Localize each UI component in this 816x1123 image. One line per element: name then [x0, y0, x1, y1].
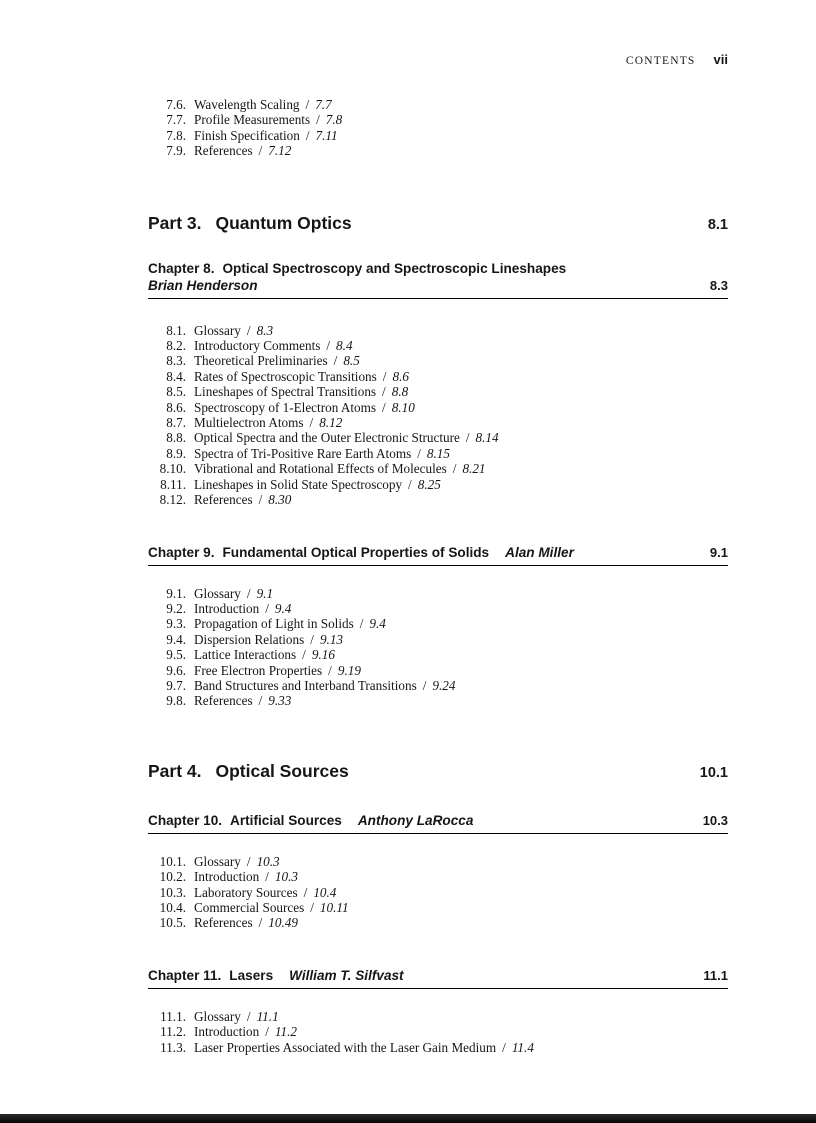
chapter-label: Chapter 10. [148, 812, 223, 828]
entry-separator: / [417, 445, 421, 461]
entry-separator: / [333, 353, 338, 369]
entry-number: 8.2. [166, 338, 186, 354]
entry-separator: / [382, 368, 387, 384]
toc-entry [148, 586, 728, 601]
entry-separator: / [502, 1039, 506, 1055]
entry-page: 8.4 [336, 338, 353, 354]
entry-title: Laboratory Sources [194, 884, 298, 900]
entry-title: Band Structures and Interband Transitions [194, 677, 417, 693]
entry-page: 11.1 [256, 1008, 279, 1024]
entry-number: 9.4. [166, 631, 186, 647]
entry-separator: / [246, 1008, 251, 1024]
entry-separator: / [310, 631, 314, 647]
entry-separator: / [258, 143, 263, 159]
toc-entry [148, 900, 728, 915]
toc-entry [148, 415, 728, 430]
entry-page: 9.4 [369, 616, 386, 632]
entry-number: 10.1. [159, 853, 186, 869]
entry-title: Vibrational and Rotational Effects of Molecules [194, 461, 447, 477]
entry-separator: / [246, 853, 251, 869]
chapter-author: Brian Henderson [148, 277, 258, 293]
toc-entry [148, 323, 728, 338]
entry-separator: / [303, 884, 308, 900]
entry-page: 8.6 [392, 368, 409, 384]
toc-entry [148, 1024, 728, 1039]
entry-separator: / [382, 384, 386, 400]
entry-number: 11.1. [160, 1008, 186, 1024]
chapter-label: Chapter 9. [148, 544, 215, 560]
entry-number: 8.8. [166, 430, 186, 446]
entry-number: 9.3. [166, 616, 186, 632]
entry-page: 10.4 [313, 884, 337, 900]
part-page: 8.1 [707, 216, 728, 233]
entry-number: 8.6. [166, 399, 186, 415]
entry-number: 7.9. [166, 143, 186, 159]
entry-number: 7.8. [166, 127, 186, 143]
toc-entry [148, 632, 728, 647]
chapter-heading-10 [148, 812, 728, 834]
entry-separator: / [265, 869, 269, 885]
entry-separator: / [465, 430, 470, 446]
entry-title: Propagation of Light in Solids [194, 616, 354, 632]
entry-separator: / [302, 647, 306, 663]
chapter-heading-11 [148, 967, 728, 989]
entry-page: 9.19 [337, 662, 361, 678]
toc-entry [148, 128, 728, 143]
entry-title: Spectra of Tri-Positive Rare Earth Atoms [194, 445, 412, 461]
heading-rule [148, 988, 728, 989]
entry-number: 8.4. [166, 368, 186, 384]
entry-page: 8.15 [426, 445, 450, 461]
toc-entry [148, 492, 728, 507]
toc-entry [148, 353, 728, 368]
entry-title: Finish Specification [194, 127, 300, 143]
entry-page: 8.5 [343, 353, 360, 369]
entry-title: Free Electron Properties [194, 662, 323, 678]
entry-number: 10.5. [159, 915, 186, 931]
chapter-page: 8.3 [709, 277, 728, 293]
entry-number: 9.8. [166, 693, 186, 709]
entry-separator: / [326, 338, 331, 354]
entry-page: 8.25 [417, 476, 441, 492]
entry-separator: / [316, 112, 320, 128]
chapter-title: Fundamental Optical Properties of Solids [222, 544, 490, 560]
entry-number: 10.3. [159, 884, 186, 900]
part-label: Part 4. [148, 760, 202, 781]
entry-number: 7.6. [166, 97, 186, 112]
entry-page: 9.1 [256, 585, 274, 601]
entry-title: References [194, 915, 253, 931]
entry-title: Wavelength Scaling [194, 97, 300, 112]
part-heading-4 [148, 761, 728, 782]
entry-page: 9.4 [274, 600, 292, 616]
chapter-heading-8 [148, 260, 728, 299]
entry-separator: / [265, 600, 269, 616]
page-folio: vii [713, 52, 728, 67]
entry-title: Commercial Sources [194, 899, 305, 915]
entry-page: 10.49 [268, 915, 298, 931]
entry-title: Lineshapes in Solid State Spectroscopy [194, 476, 403, 492]
toc-entry [148, 854, 728, 869]
entry-title: Glossary [194, 853, 241, 869]
entry-page: 9.33 [268, 693, 292, 709]
entry-page: 8.21 [462, 461, 486, 477]
toc-entry [148, 915, 728, 930]
toc-entry [148, 143, 728, 158]
entry-title: Lineshapes of Spectral Transitions [194, 384, 377, 400]
part-title: Optical Sources [215, 760, 349, 781]
chapter-heading-9 [148, 544, 728, 566]
entry-page: 11.4 [511, 1039, 534, 1055]
toc-entry [148, 601, 728, 616]
entry-page: 7.7 [315, 97, 332, 112]
entry-title: Laser Properties Associated with the Laser Gain Medium [194, 1039, 497, 1055]
entry-page: 7.11 [315, 127, 338, 143]
part-page: 10.1 [699, 764, 728, 781]
chapter-author: Anthony LaRocca [357, 812, 474, 828]
page-bottom-scan-edge [0, 1114, 816, 1123]
entry-number: 9.6. [166, 662, 186, 678]
entry-page: 8.12 [319, 415, 343, 431]
entry-separator: / [452, 461, 457, 477]
entry-page: 8.10 [391, 399, 415, 415]
entry-number: 10.4. [159, 899, 186, 915]
section-list-10 [148, 854, 728, 931]
entry-number: 9.5. [166, 647, 186, 663]
entry-page: 10.11 [319, 899, 349, 915]
entry-title: Rates of Spectroscopic Transitions [194, 368, 377, 384]
section-list-7 [148, 97, 728, 159]
part-heading-3 [148, 213, 728, 234]
entry-page: 8.8 [391, 384, 409, 400]
toc-entry [148, 112, 728, 127]
entry-title: References [194, 693, 253, 709]
toc-entry [148, 461, 728, 476]
entry-title: Introduction [194, 1024, 260, 1040]
section-list-11 [148, 1009, 728, 1055]
entry-page: 9.13 [319, 631, 344, 647]
section-list-9 [148, 586, 728, 709]
heading-rule [148, 298, 728, 299]
chapter-page: 11.1 [703, 967, 728, 983]
entry-number: 8.11. [160, 476, 186, 492]
entry-title: Theoretical Preliminaries [194, 353, 328, 369]
toc-entry [148, 647, 728, 662]
entry-page: 11.2 [274, 1024, 297, 1040]
entry-number: 7.7. [166, 112, 186, 128]
entry-separator: / [246, 322, 251, 338]
entry-separator: / [359, 616, 364, 632]
chapter-page: 10.3 [702, 812, 728, 828]
toc-entry [148, 663, 728, 678]
toc-entry [148, 384, 728, 399]
section-list-8 [148, 323, 728, 508]
entry-title: Multielectron Atoms [194, 415, 304, 431]
entry-title: Profile Measurements [194, 112, 311, 128]
entry-page: 8.3 [256, 322, 274, 338]
entry-title: Optical Spectra and the Outer Electronic Structure [194, 430, 460, 446]
entry-number: 9.2. [166, 600, 186, 616]
entry-number: 8.10. [159, 461, 186, 477]
chapter-label: Chapter 11. [148, 967, 222, 983]
toc-entry [148, 869, 728, 884]
toc-entry [148, 885, 728, 900]
toc-entry [148, 616, 728, 631]
entry-separator: / [265, 1024, 269, 1040]
chapter-author: William T. Silfvast [289, 967, 404, 983]
entry-title: Dispersion Relations [194, 631, 305, 647]
entry-page: 8.14 [475, 430, 499, 446]
part-label: Part 3. [148, 212, 202, 233]
toc-entry [148, 446, 728, 461]
toc-entry [148, 1009, 728, 1024]
entry-separator: / [328, 662, 332, 678]
entry-title: Glossary [194, 322, 241, 338]
entry-number: 11.2. [160, 1024, 186, 1040]
entry-page: 7.12 [268, 143, 292, 159]
toc-entry [148, 400, 728, 415]
toc-entry [148, 430, 728, 445]
toc-entry [148, 1040, 728, 1055]
entry-separator: / [246, 585, 251, 601]
entry-number: 11.3. [160, 1039, 186, 1055]
toc-entry [148, 97, 728, 112]
entry-page: 9.16 [311, 647, 335, 663]
entry-number: 9.7. [166, 677, 186, 693]
toc-entry [148, 693, 728, 708]
entry-number: 9.1. [166, 585, 186, 601]
entry-number: 8.3. [166, 353, 186, 369]
entry-separator: / [310, 899, 314, 915]
entry-separator: / [258, 693, 263, 709]
entry-number: 8.12. [159, 492, 186, 508]
running-head [148, 52, 728, 67]
entry-separator: / [422, 677, 427, 693]
entry-title: Lattice Interactions [194, 647, 297, 663]
entry-separator: / [258, 915, 263, 931]
entry-title: Introduction [194, 869, 260, 885]
entry-separator: / [305, 97, 310, 112]
chapter-title: Lasers [229, 967, 274, 983]
entry-number: 8.7. [166, 415, 186, 431]
heading-rule [148, 833, 728, 834]
entry-number: 8.1. [166, 322, 186, 338]
entry-title: Introductory Comments [194, 338, 321, 354]
chapter-author: Alan Miller [505, 544, 574, 560]
entry-title: Glossary [194, 585, 241, 601]
toc-entry [148, 477, 728, 492]
entry-separator: / [382, 399, 386, 415]
entry-separator: / [309, 415, 314, 431]
entry-number: 10.2. [159, 869, 186, 885]
entry-page: 9.24 [432, 677, 456, 693]
toc-entry [148, 338, 728, 353]
entry-page: 7.8 [325, 112, 343, 128]
entry-title: Glossary [194, 1008, 241, 1024]
entry-separator: / [408, 476, 412, 492]
entry-separator: / [258, 492, 263, 508]
entry-title: Introduction [194, 600, 260, 616]
entry-title: References [194, 143, 253, 159]
chapter-title: Artificial Sources [230, 812, 342, 828]
entry-number: 8.9. [166, 445, 186, 461]
chapter-title: Optical Spectroscopy and Spectroscopic Lineshapes [222, 260, 567, 276]
entry-page: 10.3 [274, 869, 298, 885]
entry-title: Spectroscopy of 1-Electron Atoms [194, 399, 377, 415]
entry-number: 8.5. [166, 384, 186, 400]
running-head-label: CONTENTS [625, 55, 696, 67]
chapter-page: 9.1 [709, 544, 728, 560]
entry-title: References [194, 492, 253, 508]
chapter-label: Chapter 8. [148, 260, 215, 276]
toc-entry [148, 369, 728, 384]
entry-page: 10.3 [256, 853, 280, 869]
entry-page: 8.30 [268, 492, 292, 508]
heading-rule [148, 565, 728, 566]
toc-entry [148, 678, 728, 693]
part-title: Quantum Optics [215, 212, 352, 233]
entry-separator: / [305, 127, 310, 143]
